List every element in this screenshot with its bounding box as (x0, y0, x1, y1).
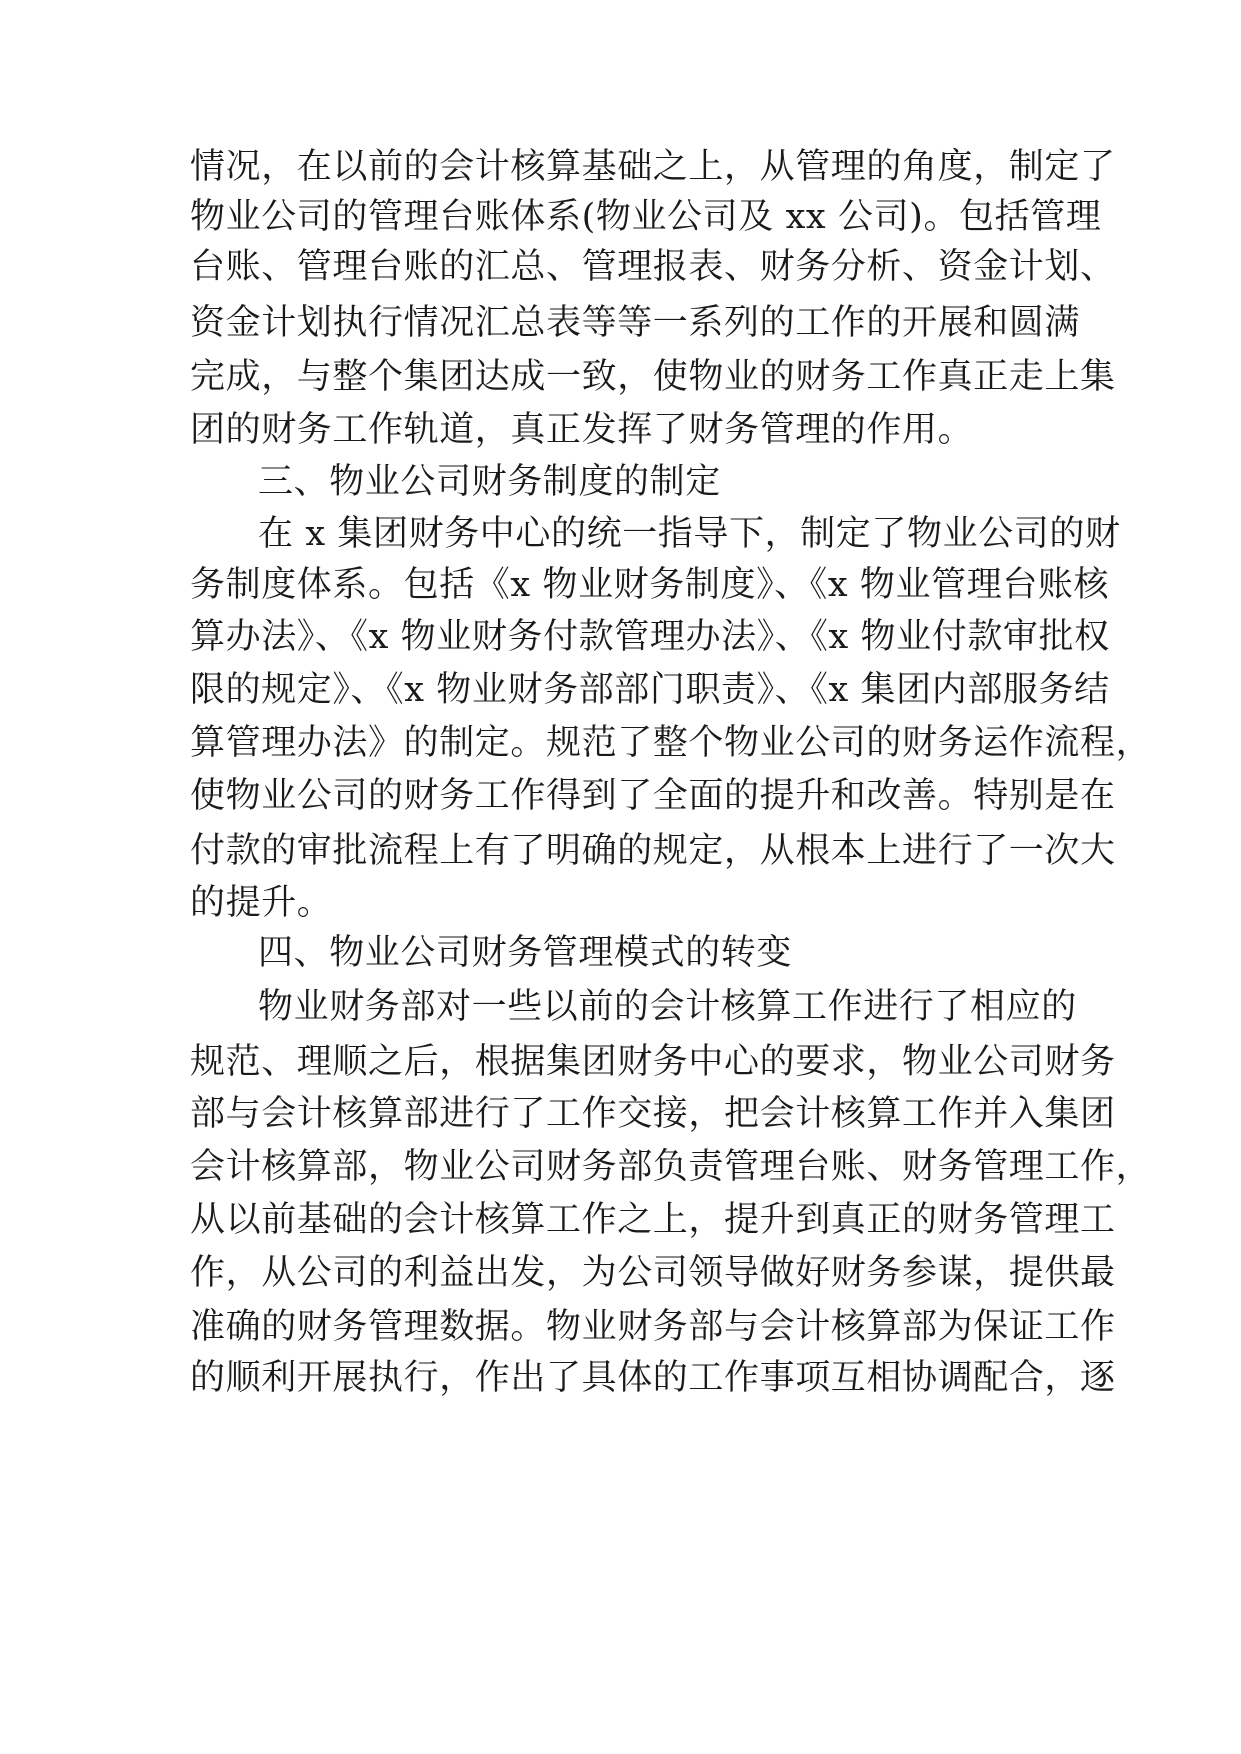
section-heading: 三、物业公司财务制度的制定 (258, 462, 721, 502)
text-line: 台账、管理台账的汇总、管理报表、财务分析、资金计划、 (190, 247, 1116, 287)
text-line: 的顺利开展执行，作出了具体的工作事项互相协调配合，逐 (190, 1358, 1116, 1398)
text-line: 会计核算部，物业公司财务部负责管理台账、财务管理工作， (190, 1147, 1152, 1187)
text-line: 情况，在以前的会计核算基础之上，从管理的角度，制定了 (190, 147, 1116, 187)
text-line: 准确的财务管理数据。物业财务部与会计核算部为保证工作 (190, 1307, 1116, 1347)
text-line: 资金计划执行情况汇总表等等一系列的工作的开展和圆满 (190, 303, 1081, 343)
text-line: 付款的审批流程上有了明确的规定，从根本上进行了一次大 (190, 831, 1116, 871)
text-line: 物业财务部对一些以前的会计核算工作进行了相应的 (258, 987, 1077, 1027)
text-line: 完成，与整个集团达成一致，使物业的财务工作真正走上集 (190, 357, 1116, 397)
text-line: 团的财务工作轨道，真正发挥了财务管理的作用。 (190, 410, 974, 450)
text-line: 务制度体系。包括《x 物业财务制度》、《x 物业管理台账核 (190, 565, 1110, 605)
section-heading: 四、物业公司财务管理模式的转变 (258, 933, 793, 973)
text-line: 作，从公司的利益出发，为公司领导做好财务参谋，提供最 (190, 1253, 1116, 1293)
text-line: 规范、理顺之后，根据集团财务中心的要求，物业公司财务 (190, 1042, 1116, 1082)
text-line: 在 x 集团财务中心的统一指导下，制定了物业公司的财 (258, 514, 1121, 554)
text-line: 物业公司的管理台账体系(物业公司及 xx 公司)。包括管理 (190, 197, 1102, 237)
text-line: 使物业公司的财务工作得到了全面的提升和改善。特别是在 (190, 776, 1116, 816)
text-line: 限的规定》、《x 物业财务部部门职责》、《x 集团内部服务结 (190, 670, 1110, 710)
text-line: 部与会计核算部进行了工作交接，把会计核算工作并入集团 (190, 1094, 1116, 1134)
text-line: 的提升。 (190, 883, 333, 923)
text-line: 算管理办法》的制定。规范了整个物业公司的财务运作流程， (190, 723, 1152, 763)
text-line: 从以前基础的会计核算工作之上，提升到真正的财务管理工 (190, 1200, 1116, 1240)
text-line: 算办法》、《x 物业财务付款管理办法》、《x 物业付款审批权 (190, 617, 1110, 657)
